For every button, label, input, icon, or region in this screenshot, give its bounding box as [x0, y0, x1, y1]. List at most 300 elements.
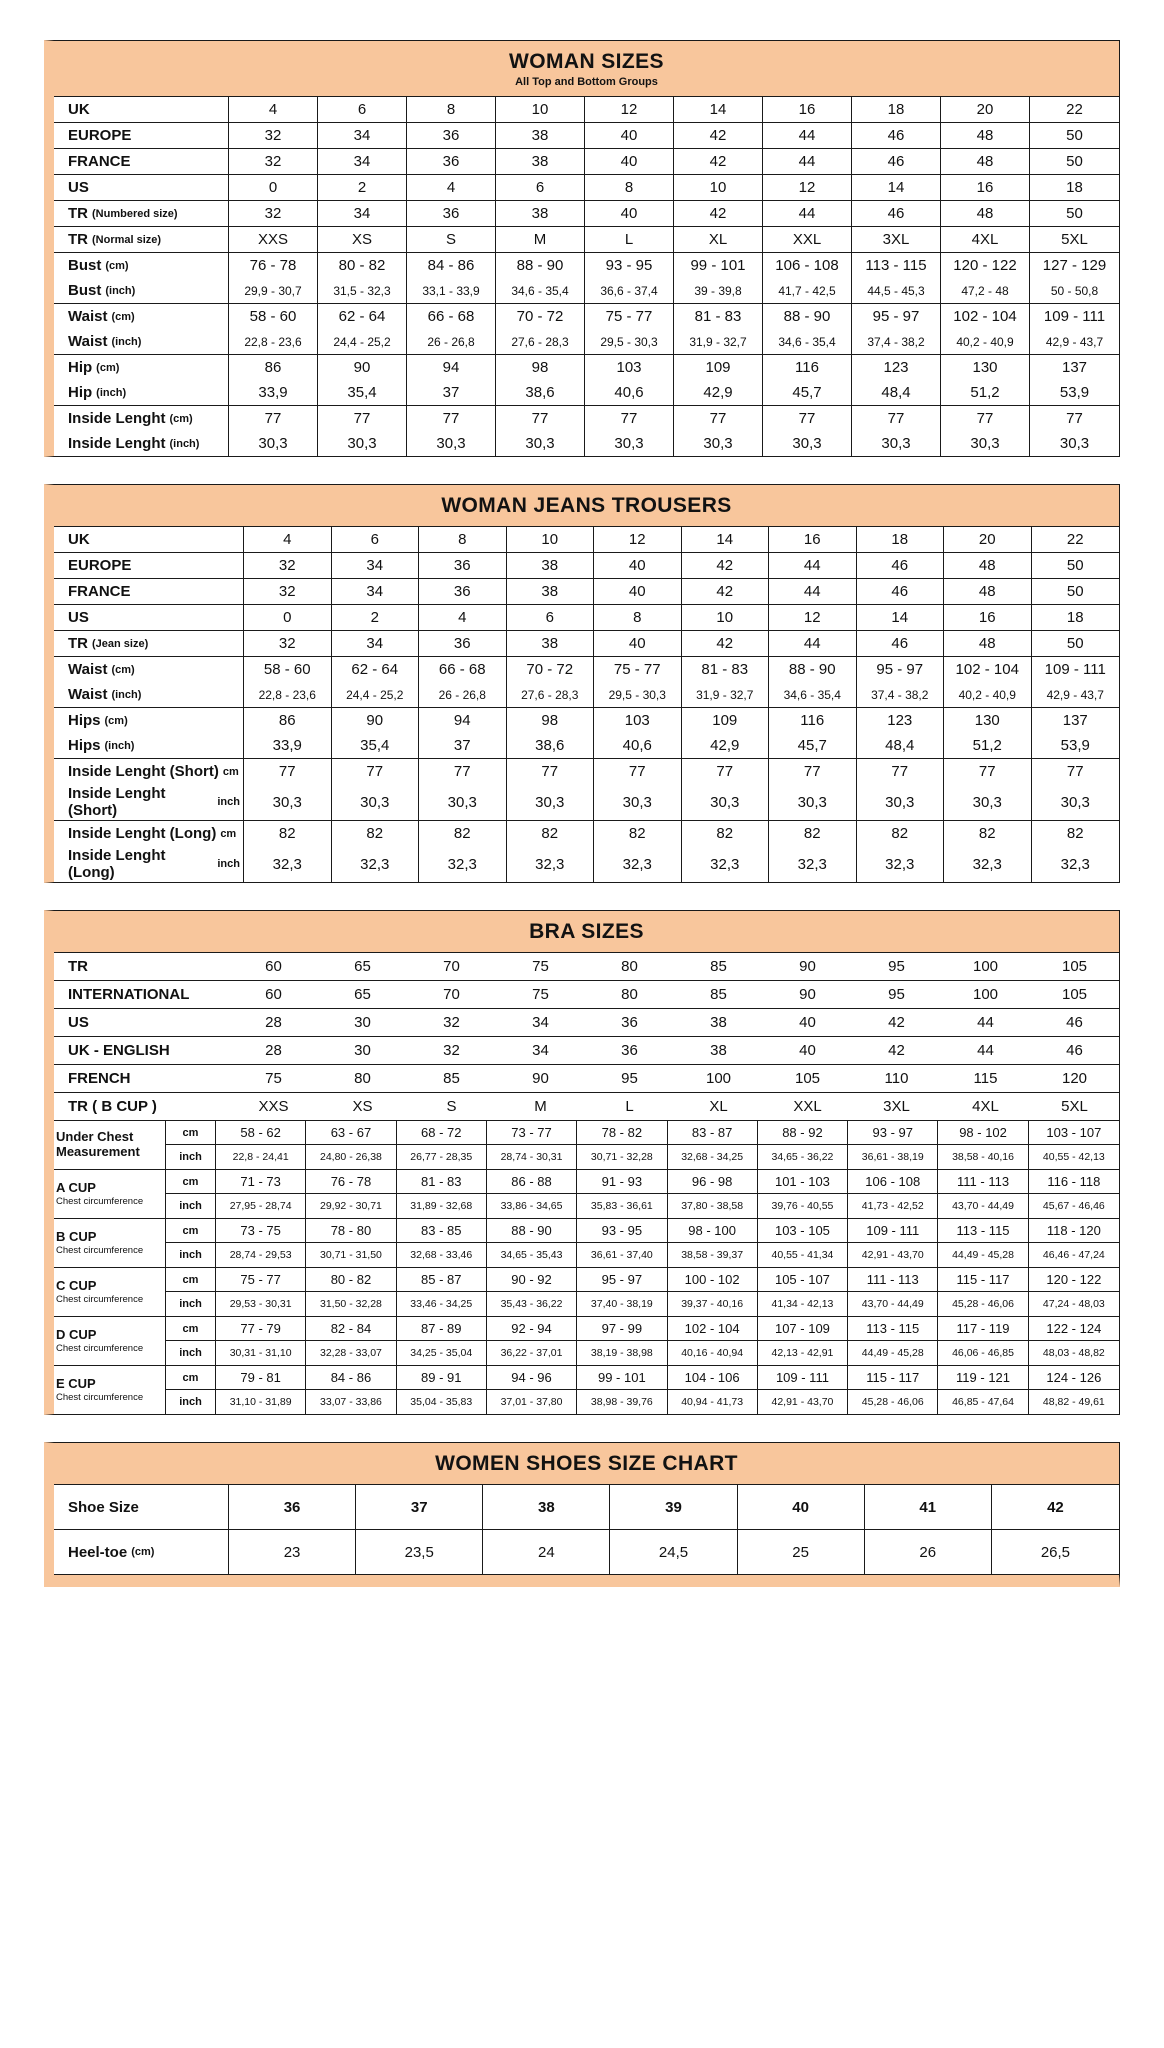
table-cell: 50 - 50,8: [1050, 283, 1099, 298]
table-cell: 84 - 86: [407, 253, 496, 278]
table-cell: 30,3: [419, 784, 507, 820]
table-cell: 38: [710, 1042, 727, 1059]
table-cell: 110: [884, 1070, 909, 1087]
table-cell: 89 - 91: [397, 1366, 487, 1390]
table-cell: 10: [682, 605, 770, 630]
table-cell: 80 - 82: [318, 253, 407, 278]
row-label: US: [54, 175, 229, 200]
table-cell: 14: [857, 605, 945, 630]
table-cell: 85 - 87: [397, 1268, 487, 1292]
table-cell: 77: [1066, 763, 1084, 780]
table-cell: 30,3: [682, 784, 770, 820]
table-row: [54, 657, 1119, 682]
table-cell: 40: [594, 553, 682, 578]
woman-jeans-title: WOMAN JEANS TROUSERS: [441, 494, 732, 517]
table-cell: 94 - 96: [487, 1366, 577, 1390]
table-cell: 70 - 72: [496, 304, 585, 329]
table-cell: 100: [972, 958, 999, 975]
row-label: UK: [54, 97, 229, 122]
table-cell: 24,4 - 25,2: [318, 329, 407, 354]
table-cell: 38: [710, 1014, 727, 1031]
table-cell: 51,2: [944, 733, 1032, 758]
table-cell: 46: [857, 579, 945, 604]
table-cell: 32,3: [1060, 855, 1090, 873]
table-cell: 26 - 26,8: [407, 329, 496, 354]
table-cell: 105: [1061, 958, 1088, 975]
table-row: [54, 605, 1119, 630]
table-cell: 109: [674, 355, 763, 380]
table-cell: 40,16 - 40,94: [668, 1341, 758, 1365]
table-cell: 113 - 115: [852, 253, 941, 278]
table-cell: 95 - 97: [577, 1268, 667, 1292]
table-cell: 88 - 92: [758, 1121, 848, 1145]
table-cell: 27,6 - 28,3: [507, 682, 595, 707]
table-cell: 102 - 104: [941, 304, 1030, 329]
table-cell: 14: [674, 97, 763, 122]
table-row: [54, 1009, 1119, 1036]
table-cell: 33,86 - 34,65: [487, 1194, 577, 1218]
row-label: Inside Lenght (Long) cm: [54, 821, 244, 846]
table-cell: 34,6 - 35,4: [769, 682, 857, 707]
table-cell: 120: [1061, 1070, 1088, 1087]
table-cell: 109 - 111: [758, 1366, 848, 1390]
table-cell: 94: [407, 355, 496, 380]
table-cell: 86: [244, 708, 332, 733]
row-label: Inside Lenght (inch): [54, 431, 229, 456]
table-row-group: [54, 1036, 1119, 1064]
row-label: EUROPE: [54, 553, 244, 578]
table-cell: 82: [1066, 825, 1084, 842]
table-cell: 36: [407, 123, 496, 148]
row-label: C CUP Chest circumference: [54, 1268, 166, 1316]
table-cell: 33,46 - 34,25: [397, 1292, 487, 1316]
row-label: FRANCE: [54, 579, 244, 604]
row-label: Heel-toe (cm): [54, 1530, 229, 1574]
table-cell: 104 - 106: [668, 1366, 758, 1390]
table-cell: 24,80 - 26,38: [306, 1145, 396, 1169]
table-cell: 38: [507, 631, 595, 656]
table-cell: 86: [229, 355, 318, 380]
row-label: Under Chest Measurement: [54, 1121, 166, 1169]
table-cell: 44: [769, 631, 857, 656]
bra-measure-group: [54, 1120, 1119, 1169]
table-cell: 82: [507, 821, 595, 846]
table-cell: 24,4 - 25,2: [332, 682, 420, 707]
table-cell: 41,73 - 42,52: [848, 1194, 938, 1218]
table-cell: 32,68 - 34,25: [668, 1145, 758, 1169]
row-label: Bust (inch): [54, 278, 229, 303]
table-cell: 77: [585, 406, 674, 431]
table-cell: 30,3: [507, 784, 595, 820]
table-cell: 88 - 90: [496, 253, 585, 278]
table-cell: 77: [769, 759, 857, 784]
table-row-group: [54, 552, 1119, 578]
table-cell: 77: [763, 406, 852, 431]
table-cell: 31,50 - 32,28: [306, 1292, 396, 1316]
table-cell: 20: [941, 97, 1030, 122]
table-cell: 62 - 64: [318, 304, 407, 329]
table-cell: 31,9 - 32,7: [674, 329, 763, 354]
table-cell: 70 - 72: [507, 657, 595, 682]
table-cell: 90: [799, 958, 816, 975]
table-cell: 32,3: [769, 846, 857, 882]
table-cell: 22,8 - 23,6: [244, 682, 332, 707]
table-row: [54, 784, 1119, 820]
table-cell: 82: [769, 821, 857, 846]
table-cell: 82: [857, 821, 945, 846]
row-label: Hip (inch): [54, 380, 229, 405]
unit-label: cm: [166, 1219, 216, 1243]
table-cell: 77: [674, 406, 763, 431]
table-cell: 76 - 78: [229, 253, 318, 278]
table-cell: 42,9: [682, 733, 770, 758]
table-cell: 120 - 122: [941, 253, 1030, 278]
table-cell: 82: [244, 821, 332, 846]
table-cell: 46: [852, 149, 941, 174]
table-cell: 58 - 60: [229, 304, 318, 329]
table-cell: 41,34 - 42,13: [758, 1292, 848, 1316]
table-cell: 44,49 - 45,28: [938, 1243, 1028, 1267]
table-cell: 42: [888, 1014, 905, 1031]
table-cell: 32: [443, 1014, 460, 1031]
table-cell: 46: [857, 631, 945, 656]
table-cell: 39,76 - 40,55: [758, 1194, 848, 1218]
table-cell: 98 - 102: [938, 1121, 1028, 1145]
table-cell: 44: [769, 579, 857, 604]
woman-jeans-table: [44, 484, 1120, 883]
table-cell: 40,2 - 40,9: [944, 682, 1032, 707]
table-cell: 22,8 - 23,6: [229, 329, 318, 354]
table-cell: 30,3: [852, 431, 941, 456]
table-cell: 127 - 129: [1042, 257, 1107, 274]
table-cell: 30,3: [407, 431, 496, 456]
table-cell: 32: [244, 553, 332, 578]
table-cell: 38,58 - 39,37: [668, 1243, 758, 1267]
table-cell: 23,5: [356, 1530, 483, 1574]
table-cell: S: [446, 1098, 457, 1115]
table-cell: 24: [483, 1530, 610, 1574]
table-cell: 82: [594, 821, 682, 846]
table-row: [54, 1065, 1119, 1092]
table-cell: 117 - 119: [938, 1317, 1028, 1341]
bra-measure-group: [54, 1218, 1119, 1267]
table-cell: 90 - 92: [487, 1268, 577, 1292]
table-cell: 53,9: [1060, 737, 1090, 754]
table-cell: 40,94 - 41,73: [668, 1390, 758, 1414]
table-row: [54, 981, 1119, 1008]
table-cell: 103: [594, 708, 682, 733]
table-cell: 36,22 - 37,01: [487, 1341, 577, 1365]
table-cell: 75 - 77: [585, 304, 674, 329]
row-label: FRANCE: [54, 149, 229, 174]
table-cell: 27,6 - 28,3: [496, 329, 585, 354]
table-cell: 46,85 - 47,64: [938, 1390, 1028, 1414]
table-cell: 36: [229, 1485, 356, 1529]
table-cell: 88 - 90: [487, 1219, 577, 1243]
table-cell: 45,28 - 46,06: [938, 1292, 1028, 1316]
table-cell: 28,74 - 30,31: [487, 1145, 577, 1169]
table-cell: 4: [229, 97, 318, 122]
row-label: Inside Lenght (Short) cm: [54, 759, 244, 784]
table-row: [54, 527, 1119, 552]
table-cell: 34,65 - 36,22: [758, 1145, 848, 1169]
table-cell: 84 - 86: [306, 1366, 396, 1390]
table-cell: 48: [941, 123, 1030, 148]
table-cell: 36: [621, 1042, 638, 1059]
table-row-group: [54, 578, 1119, 604]
table-cell: 36: [419, 553, 507, 578]
table-cell: 34: [318, 201, 407, 226]
table-cell: 36,6 - 37,4: [585, 278, 674, 303]
table-cell: 36: [419, 631, 507, 656]
table-cell: 38: [507, 579, 595, 604]
table-cell: 45,67 - 46,46: [1042, 1200, 1105, 1212]
table-cell: 99 - 101: [577, 1366, 667, 1390]
table-cell: 36: [407, 201, 496, 226]
table-cell: 25: [738, 1530, 865, 1574]
table-cell: 29,9 - 30,7: [229, 278, 318, 303]
unit-label: inch: [166, 1341, 216, 1365]
table-cell: 50: [1066, 127, 1083, 144]
woman-sizes-header: [54, 41, 1119, 96]
unit-label: cm: [166, 1317, 216, 1341]
table-cell: 30,3: [857, 784, 945, 820]
table-cell: 115 - 117: [848, 1366, 938, 1390]
table-cell: 34: [318, 149, 407, 174]
row-label: Shoe Size: [54, 1485, 229, 1529]
table-row: [54, 149, 1119, 174]
table-cell: 41,7 - 42,5: [763, 278, 852, 303]
table-cell: 51,2: [941, 380, 1030, 405]
table-cell: 103 - 105: [758, 1219, 848, 1243]
unit-label: inch: [166, 1145, 216, 1169]
table-cell: 40,55 - 42,13: [1042, 1151, 1105, 1163]
table-cell: 130: [944, 708, 1032, 733]
table-cell: 75: [265, 1070, 282, 1087]
table-cell: 26: [865, 1530, 992, 1574]
table-cell: 38,19 - 38,98: [577, 1341, 667, 1365]
table-cell: 40: [585, 149, 674, 174]
table-row: [54, 123, 1119, 148]
table-cell: 14: [682, 527, 770, 552]
table-cell: 38: [483, 1485, 610, 1529]
table-cell: M: [496, 227, 585, 252]
table-cell: 36,61 - 38,19: [848, 1145, 938, 1169]
woman-jeans-body: [54, 526, 1119, 882]
woman-sizes-body: [54, 96, 1119, 456]
row-label: TR ( B CUP ): [68, 1098, 157, 1115]
table-cell: 16: [763, 97, 852, 122]
table-cell: 34: [318, 123, 407, 148]
table-cell: 100: [972, 986, 999, 1003]
table-cell: 41: [865, 1485, 992, 1529]
table-cell: 42: [674, 149, 763, 174]
table-cell: 31,10 - 31,89: [216, 1390, 306, 1414]
table-cell: 99 - 101: [674, 253, 763, 278]
table-cell: 6: [318, 97, 407, 122]
table-cell: 109: [682, 708, 770, 733]
woman-sizes-title: WOMAN SIZES: [509, 50, 664, 73]
table-cell: 32,3: [507, 846, 595, 882]
table-cell: 35,04 - 35,83: [397, 1390, 487, 1414]
table-cell: 81 - 83: [397, 1170, 487, 1194]
table-cell: 90: [532, 1070, 549, 1087]
table-cell: 87 - 89: [397, 1317, 487, 1341]
woman-sizes-table: [44, 40, 1120, 457]
row-label: Inside Lenght (cm): [54, 406, 229, 431]
table-cell: 85: [710, 986, 727, 1003]
unit-label: cm: [166, 1366, 216, 1390]
table-cell: 75 - 77: [216, 1268, 306, 1292]
table-cell: 109 - 111: [1044, 661, 1106, 678]
bra-measure-group: [54, 1316, 1119, 1365]
table-row: [54, 708, 1119, 733]
table-cell: 32,68 - 33,46: [397, 1243, 487, 1267]
table-cell: 4XL: [972, 1098, 999, 1115]
table-cell: 18: [1066, 609, 1084, 626]
table-cell: 38,6: [507, 733, 595, 758]
table-cell: 46: [852, 201, 941, 226]
table-cell: 80: [621, 958, 638, 975]
table-cell: 37,01 - 37,80: [487, 1390, 577, 1414]
table-cell: 34,65 - 35,43: [487, 1243, 577, 1267]
table-cell: 90: [799, 986, 816, 1003]
table-cell: 16: [769, 527, 857, 552]
table-cell: 42: [674, 201, 763, 226]
row-label: TR (Jean size): [54, 631, 244, 656]
table-cell: XXL: [763, 227, 852, 252]
table-cell: 46: [852, 123, 941, 148]
row-label: US: [68, 1014, 89, 1031]
table-cell: 14: [852, 175, 941, 200]
row-label: A CUP Chest circumference: [54, 1170, 166, 1218]
bra-sizes-body: [54, 952, 1119, 1120]
table-cell: 88 - 90: [769, 657, 857, 682]
table-cell: 77: [852, 406, 941, 431]
table-cell: 12: [769, 605, 857, 630]
table-row-group: [54, 952, 1119, 980]
table-cell: 98: [496, 355, 585, 380]
table-cell: 45,7: [763, 380, 852, 405]
table-cell: 40,2 - 40,9: [941, 329, 1030, 354]
table-row: [54, 846, 1119, 882]
table-cell: 29,92 - 30,71: [306, 1194, 396, 1218]
table-row: [54, 201, 1119, 226]
row-label: US: [54, 605, 244, 630]
table-cell: 32: [229, 149, 318, 174]
table-cell: 32,28 - 33,07: [306, 1341, 396, 1365]
table-cell: M: [534, 1098, 547, 1115]
table-row-group: [54, 1064, 1119, 1092]
table-cell: 97 - 99: [577, 1317, 667, 1341]
table-cell: 22: [1066, 101, 1083, 118]
table-row-group: [54, 174, 1119, 200]
table-cell: 30,3: [332, 784, 420, 820]
table-cell: 40,6: [585, 380, 674, 405]
table-cell: 48: [944, 631, 1032, 656]
table-cell: 42: [888, 1042, 905, 1059]
table-row: [54, 759, 1119, 784]
table-cell: 77: [594, 759, 682, 784]
table-cell: 31,89 - 32,68: [397, 1194, 487, 1218]
row-label: Waist (inch): [54, 329, 229, 354]
table-cell: 42,91 - 43,70: [848, 1243, 938, 1267]
table-cell: 18: [857, 527, 945, 552]
table-cell: 48,03 - 48,82: [1042, 1347, 1105, 1359]
table-cell: 31,9 - 32,7: [682, 682, 770, 707]
table-cell: 32,3: [682, 846, 770, 882]
row-label: E CUP Chest circumference: [54, 1366, 166, 1414]
table-cell: 40: [799, 1042, 816, 1059]
table-cell: 70: [443, 958, 460, 975]
table-row-group: [54, 1484, 1119, 1529]
table-cell: 77: [229, 406, 318, 431]
table-row: [54, 579, 1119, 604]
table-cell: 68 - 72: [397, 1121, 487, 1145]
table-cell: 60: [265, 986, 282, 1003]
table-cell: 23: [229, 1530, 356, 1574]
table-cell: 44: [769, 553, 857, 578]
table-cell: 115 - 117: [938, 1268, 1028, 1292]
table-row: [54, 406, 1119, 431]
table-cell: 35,4: [318, 380, 407, 405]
table-cell: 137: [1061, 359, 1088, 376]
table-cell: 26 - 26,8: [419, 682, 507, 707]
table-cell: 12: [594, 527, 682, 552]
row-label: TR (Numbered size): [54, 201, 229, 226]
table-cell: 46,46 - 47,24: [1042, 1249, 1105, 1261]
unit-label: inch: [166, 1292, 216, 1316]
table-cell: 116: [769, 708, 857, 733]
table-cell: 8: [407, 97, 496, 122]
table-cell: 8: [419, 527, 507, 552]
table-cell: 44: [977, 1014, 994, 1031]
table-cell: 34: [532, 1014, 549, 1031]
row-label: Hip (cm): [54, 355, 229, 380]
woman-sizes-subtitle: All Top and Bottom Groups: [515, 76, 658, 88]
table-row-group: [54, 656, 1119, 707]
table-cell: 12: [763, 175, 852, 200]
row-label: EUROPE: [54, 123, 229, 148]
table-cell: 30,71 - 31,50: [306, 1243, 396, 1267]
table-cell: 82: [332, 821, 420, 846]
table-cell: 105: [1061, 986, 1088, 1003]
table-cell: 32: [244, 579, 332, 604]
table-cell: 35,43 - 36,22: [487, 1292, 577, 1316]
table-cell: 40,55 - 41,34: [758, 1243, 848, 1267]
table-cell: 30,3: [318, 431, 407, 456]
table-cell: 95: [621, 1070, 638, 1087]
table-cell: 77 - 79: [216, 1317, 306, 1341]
table-cell: 75 - 77: [594, 657, 682, 682]
table-cell: 10: [507, 527, 595, 552]
table-row-group: [54, 148, 1119, 174]
table-cell: 77: [682, 759, 770, 784]
table-cell: 80: [354, 1070, 371, 1087]
table-cell: 81 - 83: [682, 657, 770, 682]
table-cell: 50: [1066, 557, 1084, 574]
table-cell: 39: [610, 1485, 737, 1529]
table-cell: 73 - 75: [216, 1219, 306, 1243]
row-label: Inside Lenght (Long) inch: [54, 846, 244, 882]
table-cell: 102 - 104: [668, 1317, 758, 1341]
table-cell: 115: [973, 1070, 998, 1087]
table-cell: 42,91 - 43,70: [758, 1390, 848, 1414]
table-cell: 30,3: [944, 784, 1032, 820]
row-label: Bust (cm): [54, 253, 229, 278]
table-cell: 48,82 - 49,61: [1042, 1396, 1105, 1408]
unit-label: cm: [166, 1121, 216, 1145]
